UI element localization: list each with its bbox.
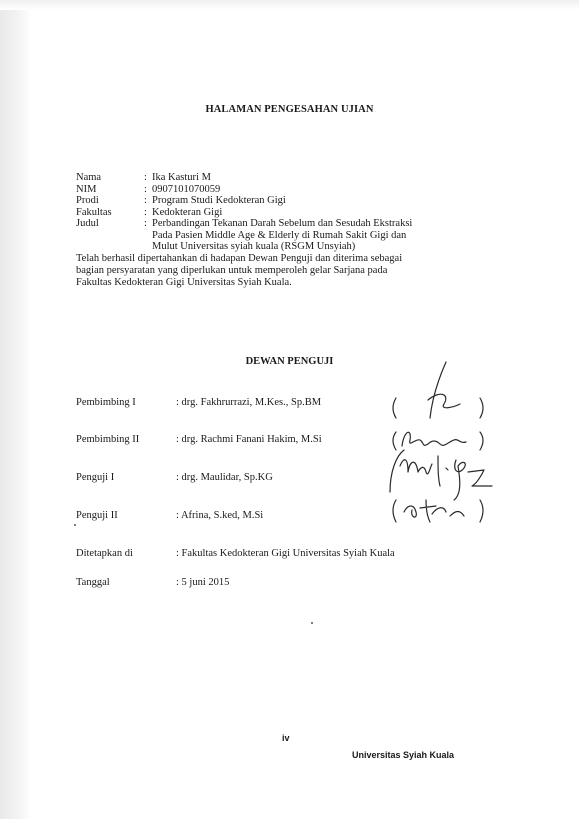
signature-bracket: [480, 398, 483, 418]
signature-2-scribble: [402, 432, 466, 446]
identity-table: [76, 172, 452, 253]
thesis-title-line: Perbandingan Tekanan Darah Sebelum dan Sesudah Ekstraksi: [152, 218, 413, 229]
examiner-name: : drg. Fakhrurrazi, M.Kes., Sp.BM: [176, 397, 322, 408]
page-footer: Universitas Syiah Kuala: [352, 750, 455, 760]
signature-4-scribble: [404, 500, 464, 522]
examiner-role: Penguji I: [76, 472, 115, 483]
board-title: DEWAN PENGUJI: [245, 356, 334, 367]
identity-value: Ika Kasturi M: [152, 172, 211, 183]
signature-3-scribble: [390, 450, 492, 500]
examiner-name: : Afrina, S.ked, M.Si: [176, 510, 264, 521]
scan-top-shadow: [0, 0, 579, 10]
identity-row-nama: [76, 172, 452, 184]
thesis-title-line: Mulut Universitas syiah kuala (RSGM Unsyiah): [152, 241, 356, 252]
identity-label: Judul: [76, 218, 99, 229]
identity-label: Nama: [76, 172, 102, 183]
identity-value: 0907101070059: [152, 183, 221, 195]
page-title: HALAMAN PENGESAHAN UJIAN: [205, 104, 374, 115]
examiner-name: : drg. Maulidar, Sp.KG: [176, 472, 273, 483]
approval-value: : Fakultas Kedokteran Gigi Universitas Syiah Kuala: [176, 548, 395, 559]
approval-label: Ditetapkan di: [76, 548, 133, 559]
signature-bracket: [480, 432, 483, 450]
identity-colon: :: [144, 195, 147, 206]
examiner-role: Pembimbing II: [76, 434, 140, 445]
identity-label: Prodi: [76, 195, 99, 206]
signature-bracket: [480, 500, 483, 522]
identity-label: Fakultas: [76, 206, 112, 218]
scan-speck: [74, 524, 76, 526]
signature-bracket: [393, 432, 396, 450]
statement-line: Telah berhasil dipertahankan di hadapan Dewan Penguji dan diterima sebagai: [76, 253, 403, 264]
approval-statement: [76, 253, 458, 289]
identity-value: Program Studi Kedokteran Gigi: [152, 195, 286, 206]
identity-value: Kedokteran Gigi: [152, 206, 223, 218]
identity-row-nim: [76, 184, 452, 196]
signature-bracket: [393, 500, 396, 522]
examiner-name: : drg. Rachmi Fanani Hakim, M.Si: [176, 434, 322, 445]
approval-value: : 5 juni 2015: [176, 577, 230, 588]
identity-colon: :: [144, 183, 147, 195]
identity-colon: :: [144, 206, 147, 218]
thesis-title-line: Pada Pasien Middle Age & Elderly di Rumah Sakit Gigi dan: [152, 229, 407, 241]
identity-colon: :: [144, 218, 147, 229]
approval-label: Tanggal: [76, 577, 110, 588]
scan-shadow: [0, 0, 32, 819]
identity-colon: :: [144, 172, 147, 183]
signature-1-scribble: [428, 362, 460, 418]
identity-row-prodi: [76, 195, 452, 207]
examiner-role: Pembimbing I: [76, 397, 136, 408]
scan-speck: [311, 622, 313, 624]
identity-row-judul: [76, 218, 452, 253]
identity-label: NIM: [76, 183, 97, 195]
statement-line: bagian persyaratan yang diperlukan untuk memperoleh gelar Sarjana pada: [76, 265, 388, 276]
signatures-image: [360, 360, 520, 540]
identity-row-fakultas: [76, 207, 452, 219]
statement-line: Fakultas Kedokteran Gigi Universitas Syiah Kuala.: [76, 277, 292, 288]
signature-bracket: [393, 398, 396, 418]
examiner-role: Penguji II: [76, 510, 118, 521]
page-number: iv: [282, 733, 290, 743]
